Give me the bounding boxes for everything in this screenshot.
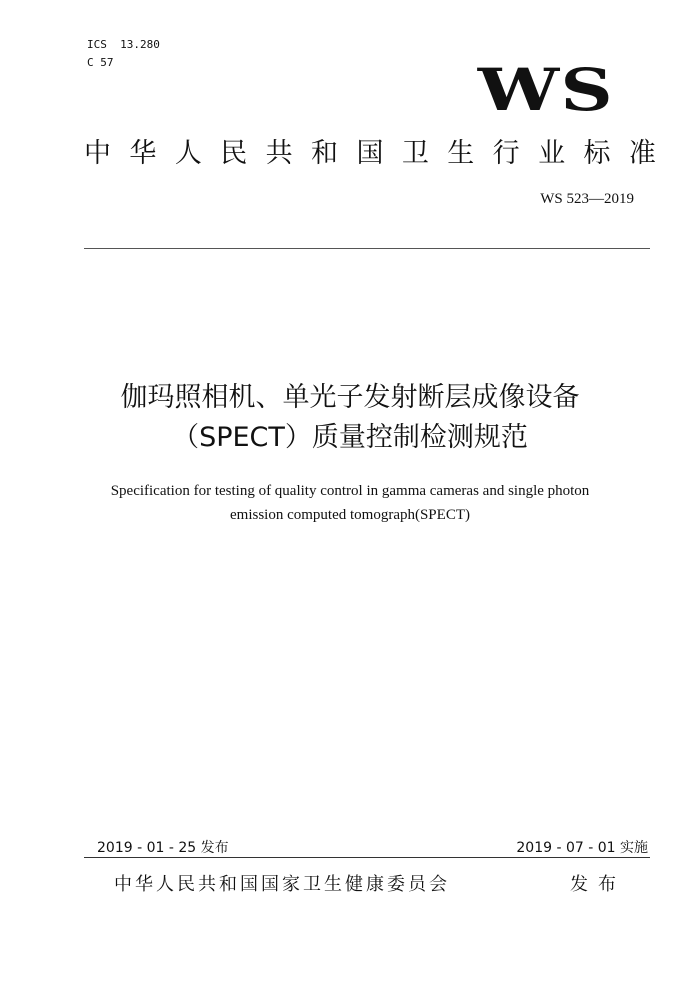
title-char: 准 <box>628 138 656 169</box>
document-title-en-line1: Specification for testing of quality control in gamma cameras and single photon <box>110 483 590 499</box>
title-char: 行 <box>492 138 520 169</box>
title-char: 民 <box>220 138 248 169</box>
title-char: 中 <box>84 138 111 169</box>
implement-date: 2019 - 07 - 01 实施 <box>516 840 648 856</box>
bottom-divider <box>84 857 650 858</box>
issuing-authority: 中华人民共和国国家卫生健康委员会 <box>114 874 450 895</box>
ws-logo: WS <box>477 56 614 124</box>
document-title-cn-line1: 伽玛照相机、单光子发射断层成像设备 <box>120 382 580 413</box>
standard-number: WS 523—2019 <box>540 191 634 207</box>
classification-codes <box>87 36 160 72</box>
title-char: 华 <box>129 138 157 169</box>
title-char: 业 <box>538 138 566 169</box>
title-char: 共 <box>265 138 293 169</box>
publish-date: 2019 - 01 - 25 发布 <box>97 840 229 856</box>
top-divider <box>84 248 650 249</box>
title-char: 和 <box>311 138 339 169</box>
standard-category-title <box>84 134 656 174</box>
title-char: 国 <box>356 138 384 169</box>
title-char: 人 <box>174 138 202 169</box>
document-title-cn-line2: （SPECT）质量控制检测规范 <box>172 422 528 453</box>
title-char: 生 <box>447 138 475 169</box>
title-char: 卫 <box>401 138 429 169</box>
title-char: 标 <box>583 138 611 169</box>
ccs-code: C 57 <box>87 56 114 69</box>
ics-code: ICS 13.280 <box>87 38 160 51</box>
document-title-en-line2: emission computed tomograph(SPECT) <box>230 507 470 523</box>
issuing-action: 发布 <box>570 874 626 895</box>
